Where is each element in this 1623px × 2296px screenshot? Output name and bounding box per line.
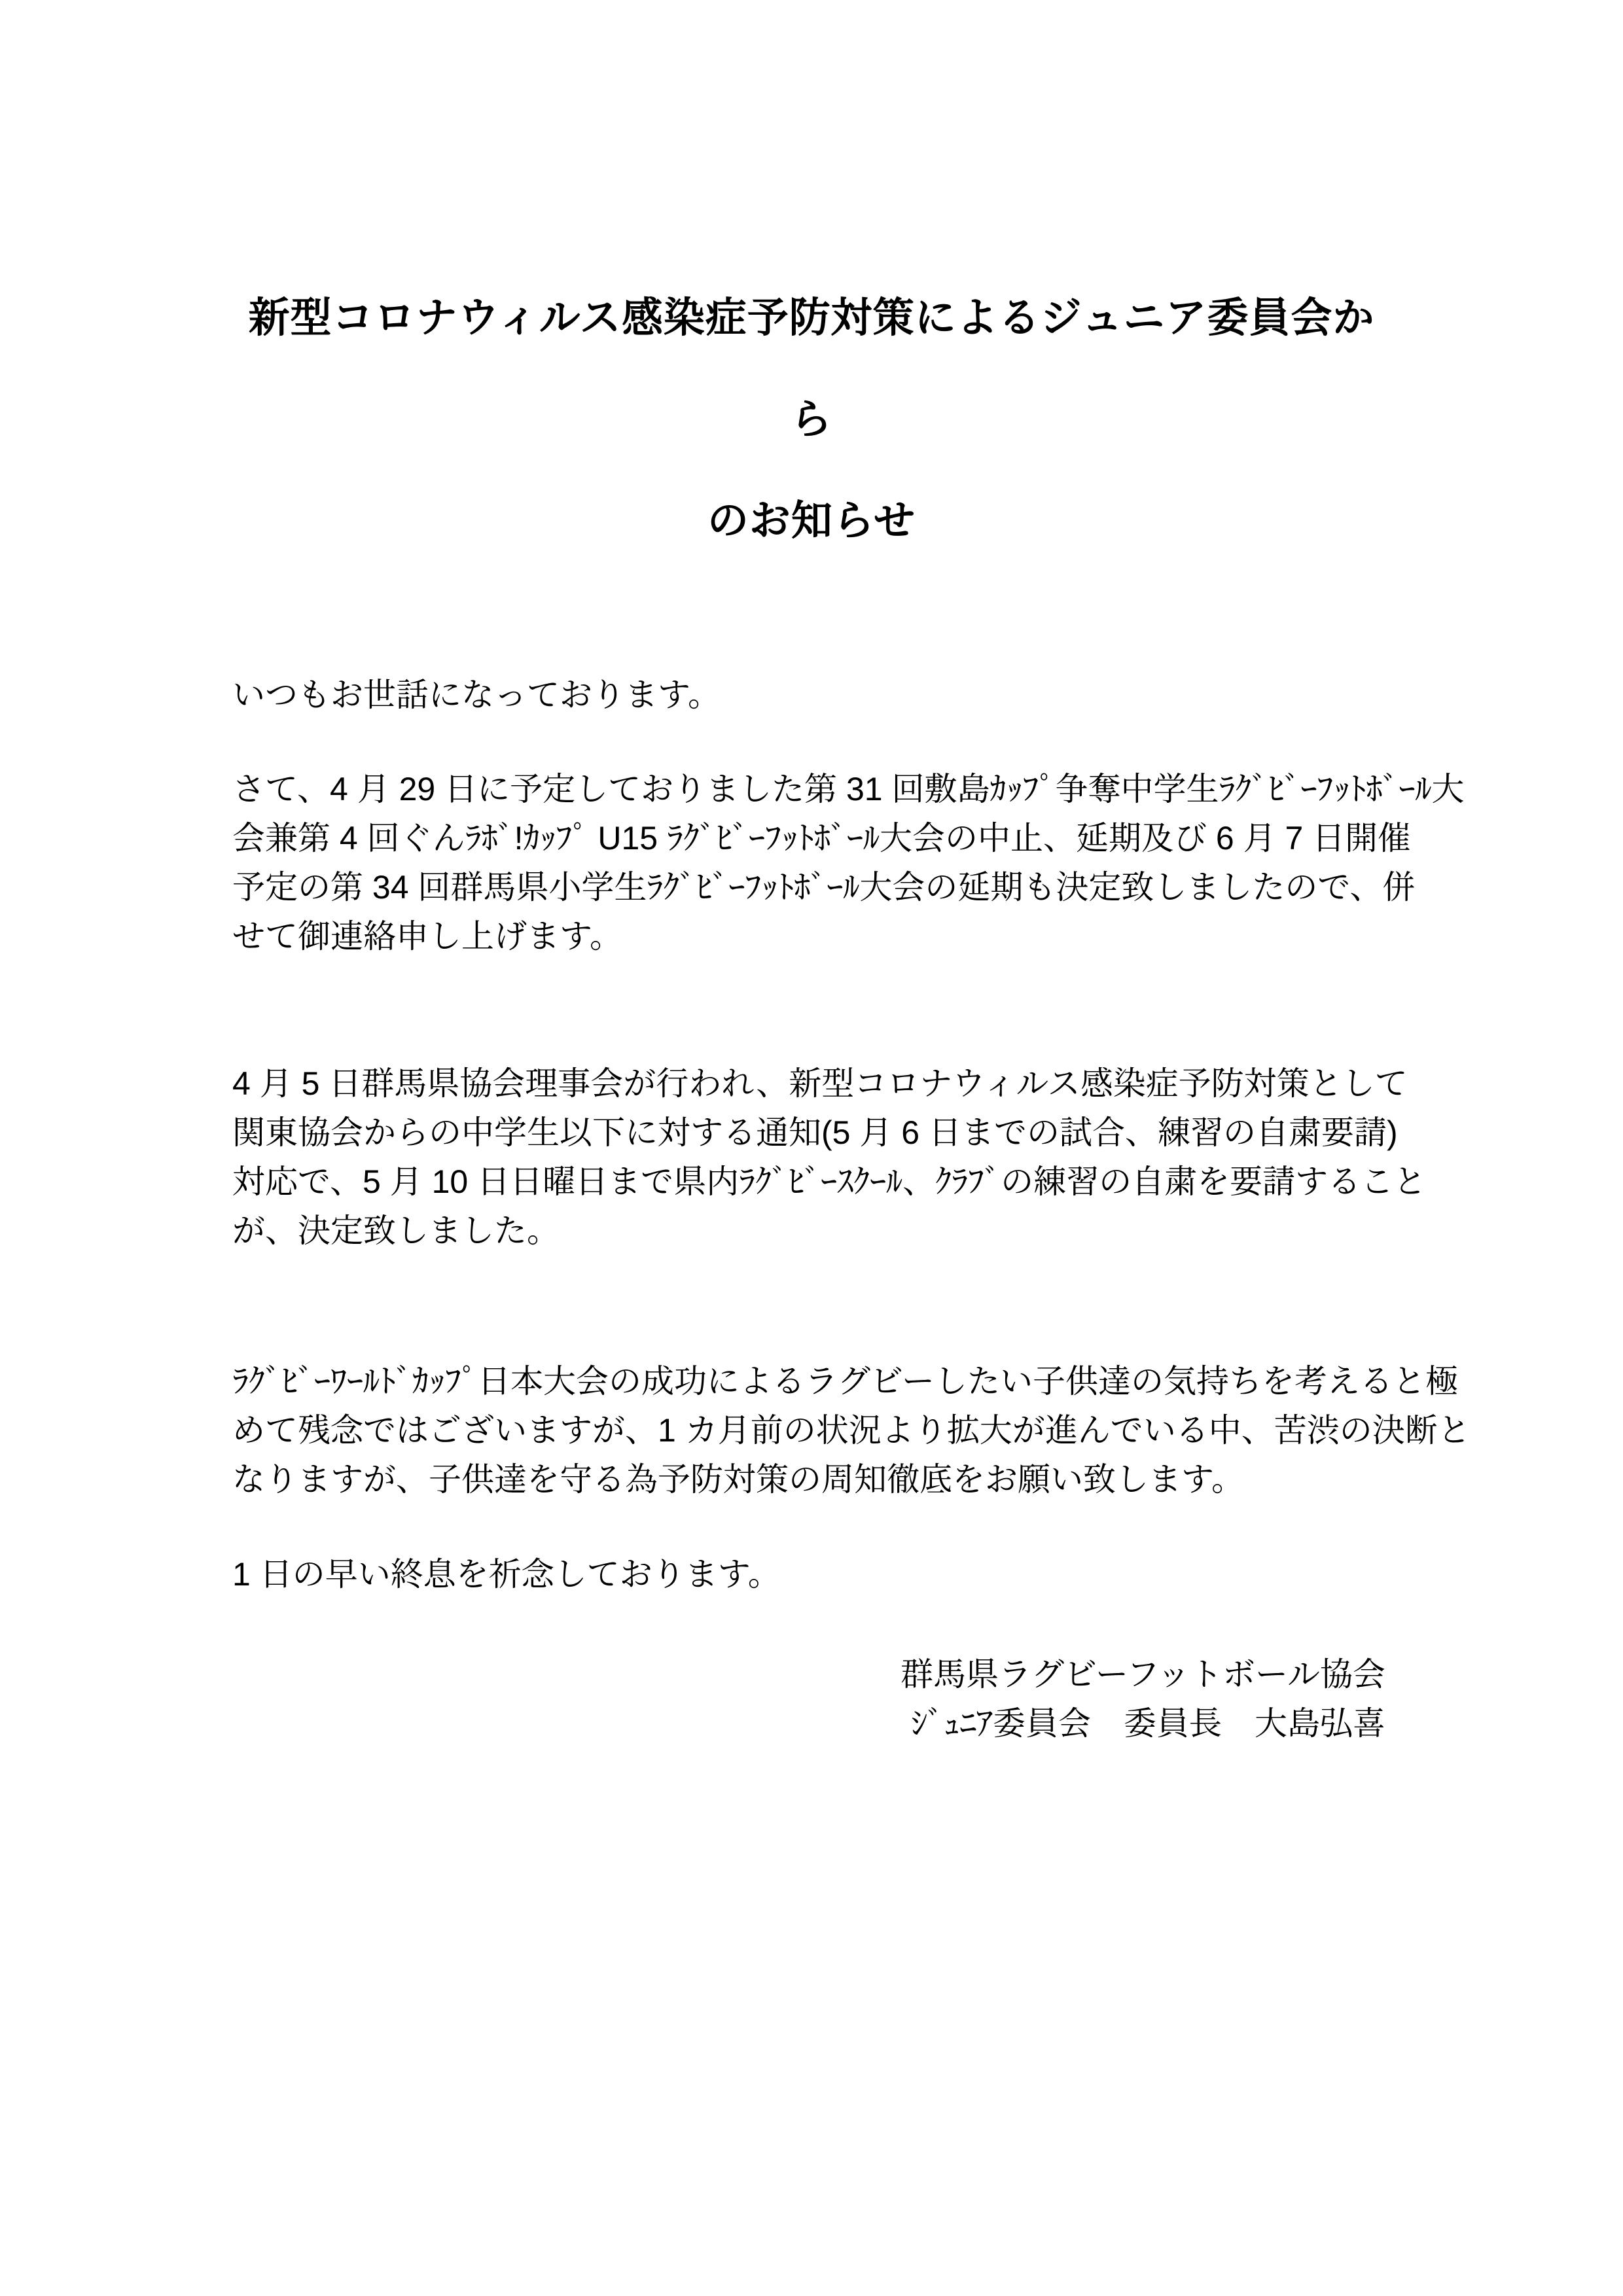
paragraph-board-decision [232,1059,1427,1256]
title-line-1: 新型コロナウィルス感染症予防対策によるジュニア委員会から [248,295,1375,442]
signature-committee-chair: ｼﾞｭﾆｱ委員会 委員長 大島弘喜 [911,1705,1385,1742]
text-line: 対応で、5 月 10 日日曜日まで県内ﾗｸﾞﾋﾞｰｽｸｰﾙ、ｸﾗﾌﾞの練習の自粛を要請すること [232,1163,1427,1200]
text-line: 4 月 5 日群馬県協会理事会が行われ、新型コロナウィルス感染症予防対策として [232,1065,1408,1102]
signature-organization: 群馬県ラグビーフットボール協会 [901,1656,1385,1693]
text-line: さて、4 月 29 日に予定しておりました第 31 回敷島ｶｯﾌﾟ争奪中学生ﾗｸﾞﾋﾞｰﾌｯﾄﾎﾞｰﾙ大 [232,771,1465,807]
text-line: ﾗｸﾞﾋﾞｰﾜｰﾙﾄﾞｶｯﾌﾟ日本大会の成功によるラグビーしたい子供達の気持ちを考えると極 [232,1363,1458,1400]
text-line: いつもお世話になっております。 [232,677,721,713]
text-line: が、決定致しました。 [232,1212,560,1249]
text-line: 関東協会からの中学生以下に対する通知(5 月 6 日までの試合、練習の自粛要請) [232,1114,1398,1151]
text-line: 1 日の早い終息を祈念しております。 [232,1556,781,1593]
text-line: めて残念ではございますが、1 カ月前の状況より拡大が進んでいる中、苦渋の決断と [232,1412,1471,1449]
text-line: なりますが、子供達を守る為予防対策の周知徹底をお願い致します。 [232,1461,1244,1498]
signature-block [232,1650,1391,1748]
title-line-2: のお知らせ [707,498,916,544]
paragraph-cancellation-notice [232,765,1465,961]
paragraph-regret [232,1357,1471,1504]
text-line: 会兼第 4 回ぐんﾗﾎﾞ!ｶｯﾌﾟ U15 ﾗｸﾞﾋﾞｰﾌｯﾄﾎﾞｰﾙ大会の中止、延期及び 6 月 7 日開催 [232,820,1411,857]
paragraph-greeting [232,671,1391,720]
notice-title [232,268,1391,572]
text-line: 予定の第 34 回群馬県小学生ﾗｸﾞﾋﾞｰﾌｯﾄﾎﾞｰﾙ大会の延期も決定致しましたので、併 [232,869,1416,906]
text-line: せて御連絡申し上げます。 [232,918,622,955]
paragraph-closing-wish [232,1550,1391,1599]
